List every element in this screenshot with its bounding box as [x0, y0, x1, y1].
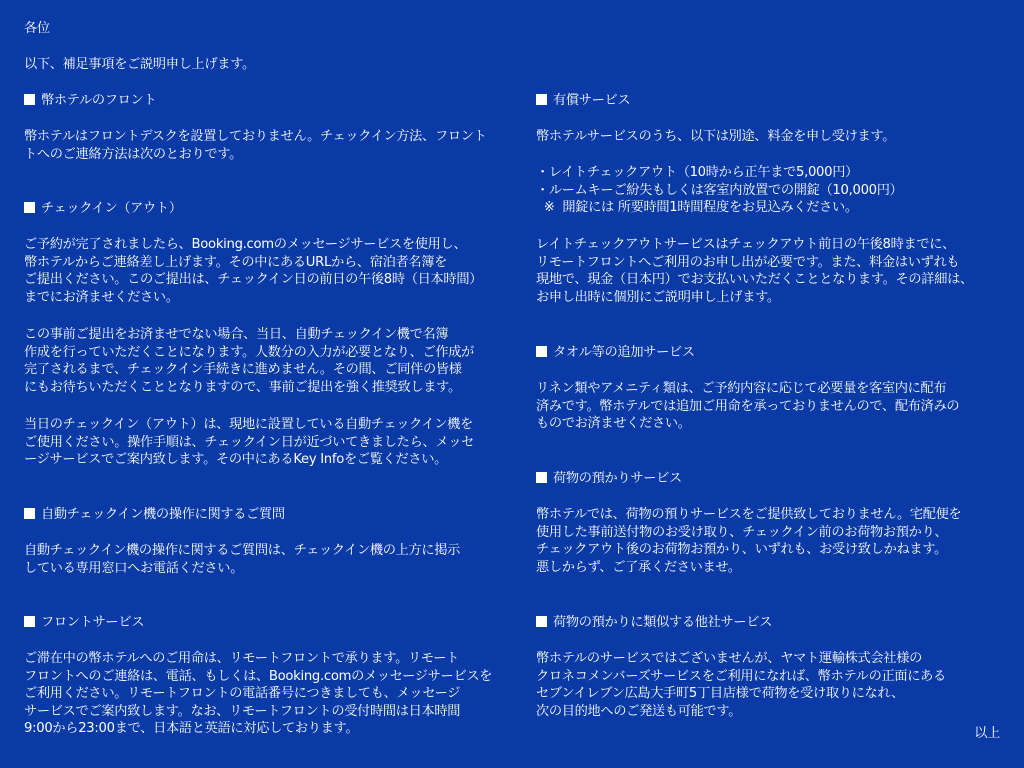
luggage-body: [536, 506, 961, 576]
text-line: 9:00から23:00まで、日本語と英語に対応しております。: [24, 721, 359, 737]
paid-services-details: [536, 236, 973, 306]
heading-checkin: [24, 200, 182, 218]
list-item: ※ 開錠には 所要時間1時間程度をお見込みください。: [536, 200, 858, 216]
text-line: フロントへのご連絡は、電話、もしくは、Booking.comのメッセージサービスを: [24, 668, 493, 684]
text-line: ご使用ください。操作手順は、チェックイン日が近づいてきましたら、メッセ: [24, 434, 475, 450]
heading-kiosk-questions: [24, 506, 285, 524]
text-line: チェックアウト後のお荷物お預かり、いずれも、お受け致しかねます。: [536, 542, 947, 558]
text-line: 完了されるまで、チェックイン手続きに進めません。その間、ご同伴の皆様: [24, 362, 462, 378]
text-line: までにお済ませください。: [24, 289, 179, 305]
list-item: ・レイトチェックアウト（10時から正午まで5,000円）: [536, 165, 859, 180]
square-bullet-icon: [24, 508, 35, 519]
square-bullet-icon: [536, 94, 547, 105]
text-line: セブンイレブン広島大手町5丁目店様で荷物を受け取りになれ、: [536, 686, 905, 702]
text-line: 幣ホテルでは、荷物の預りサービスをご提供致しておりません。宅配便を: [536, 507, 962, 522]
intro-text: 以下、補足事項をご説明申し上げます。: [24, 57, 255, 72]
text-line: 幣ホテルのサービスではございませんが、ヤマト運輸株式会社様の: [536, 651, 922, 666]
text-line: 使用した事前送付物のお受け取り、チェックイン前のお荷物お預かり、: [536, 524, 948, 540]
text-line: 当日のチェックイン（アウト）は、現地に設置している自動チェックイン機を: [24, 417, 473, 432]
text-line: ご予約が完了されましたら、Booking.comのメッセージサービスを使用し、: [24, 237, 467, 252]
square-bullet-icon: [24, 202, 35, 213]
list-item: ・ルームキーご紛失もしくは客室内放置での開錠（10,000円）: [536, 182, 903, 198]
square-bullet-icon: [536, 616, 547, 627]
text-line: 済みです。幣ホテルでは追加ご用命を承っておりませんので、配布済みの: [536, 398, 960, 414]
text-line: リネン類やアメニティ類は、ご予約内容に応じて必要量を客室内に配布: [536, 381, 947, 396]
closing-text: 以上: [974, 726, 1000, 742]
heading-front-service: [24, 614, 144, 632]
heading-text: 幣ホテルのフロント: [41, 93, 157, 108]
heading-text: 自動チェックイン機の操作に関するご質問: [41, 507, 285, 522]
text-line: ご滞在中の幣ホテルへのご用命は、リモートフロントで承ります。リモート: [24, 651, 460, 666]
square-bullet-icon: [536, 472, 547, 483]
front-desk-body: [24, 128, 487, 163]
greeting: 各位: [24, 21, 50, 36]
text-line: 作成を行っていただくことになります。人数分の入力が必要となり、ご作成が: [24, 344, 475, 360]
heading-paid-services: [536, 92, 630, 110]
heading-luggage: [536, 470, 682, 488]
towels-body: [536, 380, 959, 433]
heading-other-luggage: [536, 614, 772, 632]
text-line: リモートフロントへご利用のお申し出が必要です。また、料金はいずれも: [536, 254, 960, 270]
square-bullet-icon: [24, 616, 35, 627]
text-line: サービスでご案内致します。なお、リモートフロントの受付時間は日本時間: [24, 703, 461, 719]
paid-services-list: [536, 164, 903, 217]
heading-front-desk: [24, 92, 156, 110]
square-bullet-icon: [536, 346, 547, 357]
heading-text: 有償サービス: [553, 93, 631, 108]
text-line: お申し出時に個別にご説明申し上げます。: [536, 289, 780, 305]
checkin-para-1: [24, 236, 482, 306]
heading-text: 荷物の預かりサービス: [553, 471, 682, 486]
square-bullet-icon: [24, 94, 35, 105]
text-line: レイトチェックアウトサービスはチェックアウト前日の午後8時までに、: [536, 237, 956, 252]
text-line: ものでお済ませください。: [536, 416, 691, 432]
text-line: トへのご連絡方法は次のとおりです。: [24, 146, 243, 162]
text-line: 自動チェックイン機の操作に関するご質問は、チェックイン機の上方に掲示: [24, 543, 461, 558]
paid-services-intro: 幣ホテルサービスのうち、以下は別途、料金を申し受けます。: [536, 129, 896, 144]
kiosk-questions-body: [24, 542, 460, 577]
heading-towels: [536, 344, 695, 362]
heading-text: タオル等の追加サービス: [553, 345, 695, 360]
checkin-para-2: [24, 326, 474, 396]
text-line: 幣ホテルからご連絡差し上げます。その中にあるURLから、宿泊者名簿を: [24, 254, 448, 270]
text-line: 幣ホテルはフロントデスクを設置しておりません。チェックイン方法、フロント: [24, 129, 487, 144]
text-line: ージサービスでご案内致します。その中にあるKey Infoをご覧ください。: [24, 452, 448, 468]
text-line: ご提出ください。このご提出は、チェックイン日の前日の午後8時（日本時間）: [24, 272, 483, 288]
text-line: している専用窓口へお電話ください。: [24, 560, 244, 576]
text-line: ご利用ください。リモートフロントの電話番号につきましても、メッセージ: [24, 686, 461, 702]
text-line: 悪しからず、ご了承くださいませ。: [536, 559, 741, 575]
text-line: この事前ご提出をお済ませでない場合、当日、自動チェックイン機で名簿: [24, 327, 449, 342]
heading-text: 荷物の預かりに類似する他社サービス: [553, 615, 773, 630]
text-line: にもお待ちいただくこととなりますので、事前ご提出を強く推奨致します。: [24, 379, 461, 395]
text-line: クロネコメンバーズサービスをご利用になれば、幣ホテルの正面にある: [536, 668, 946, 684]
text-line: 現地で、現金（日本円）でお支払いいただくこととなります。その詳細は、: [536, 272, 973, 288]
front-service-body: [24, 650, 492, 738]
heading-text: フロントサービス: [41, 615, 145, 630]
text-line: 次の目的地へのご発送も可能です。: [536, 703, 742, 719]
heading-text: チェックイン（アウト）: [41, 201, 182, 216]
other-luggage-body: [536, 650, 946, 720]
checkin-para-3: [24, 416, 474, 469]
